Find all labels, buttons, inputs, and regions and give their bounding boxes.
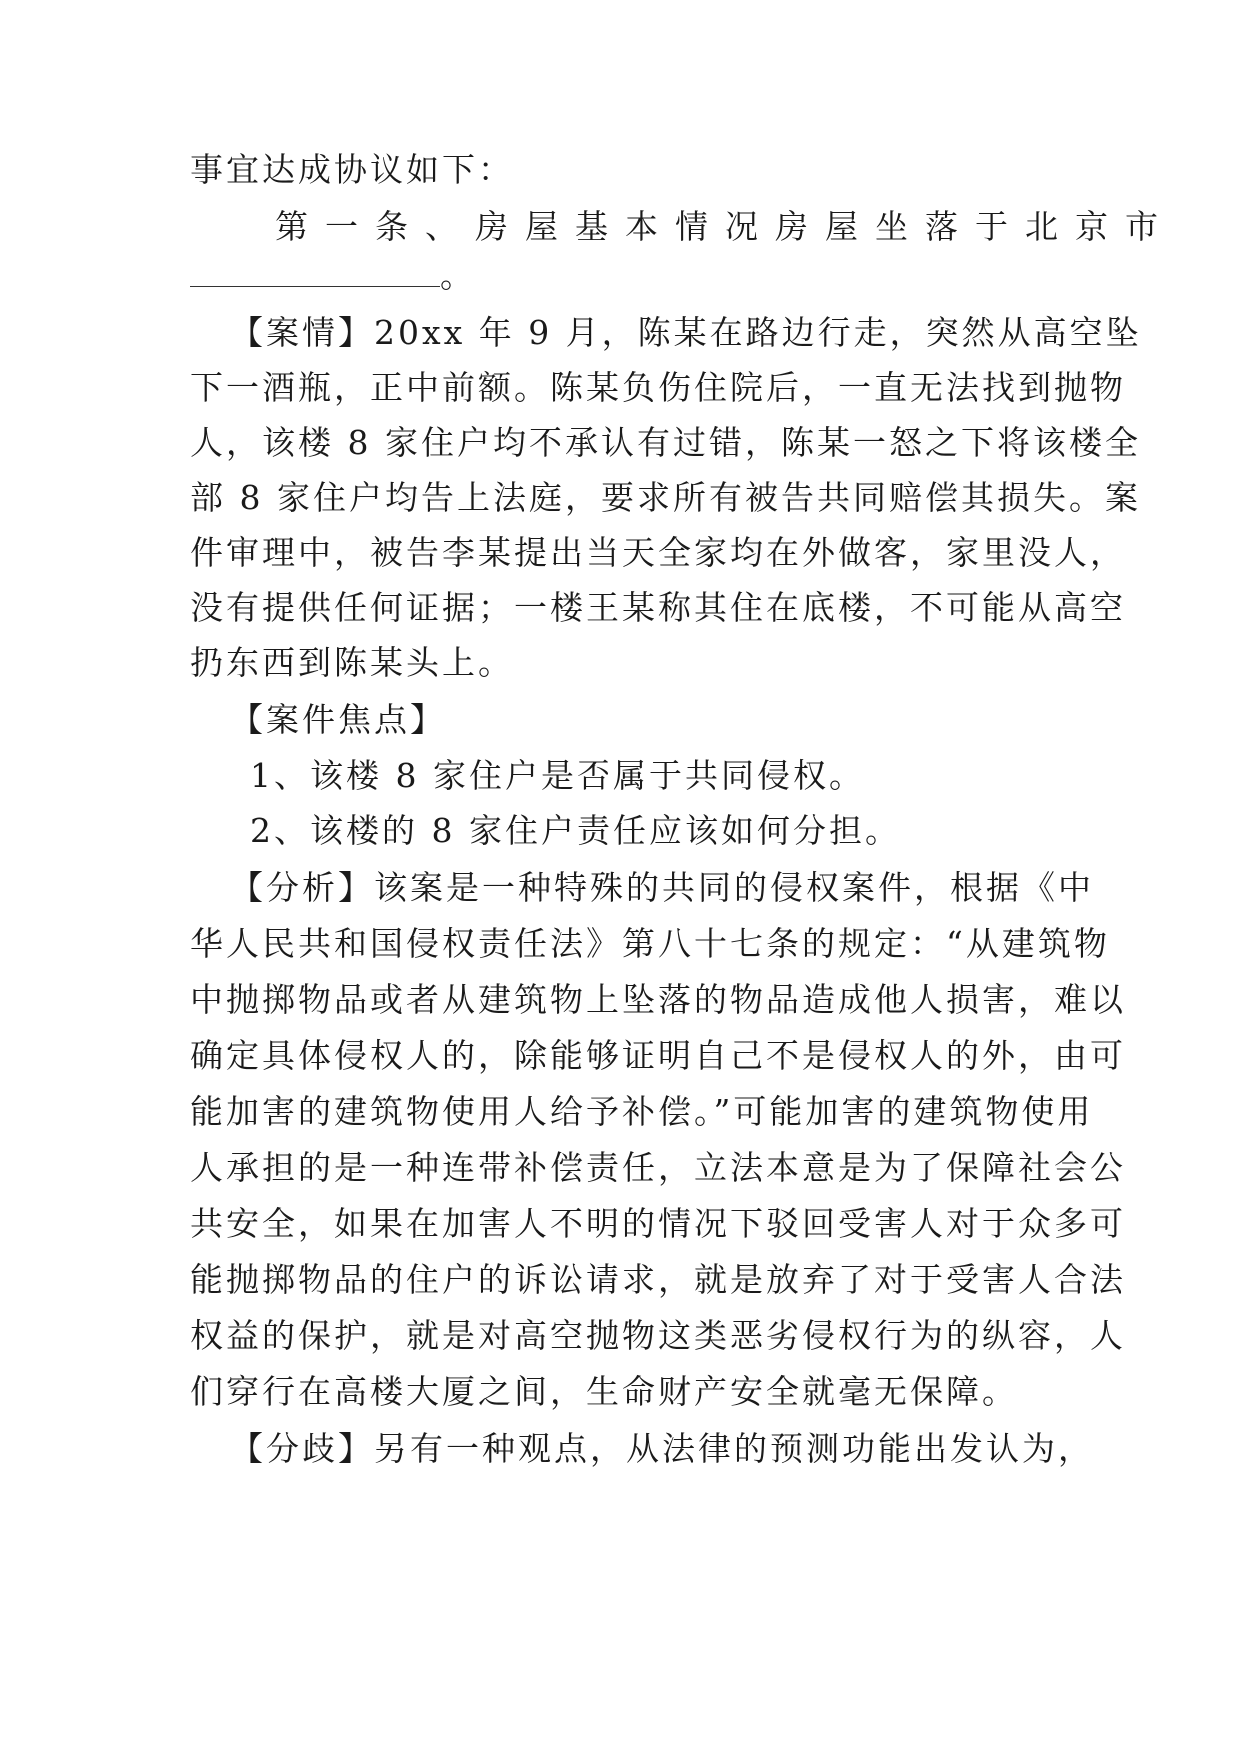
text-line: 能加害的建筑物使用人给予补偿。”可能加害的建筑物使用 [190,1092,1094,1131]
text-line: 下一酒瓶，正中前额。陈某负伤住院后，一直无法找到抛物 [190,368,1126,407]
text-line: 人承担的是一种连带补偿责任，立法本意是为了保障社会公 [190,1148,1126,1187]
text-line: 部 8 家住户均告上法庭，要求所有被告共同赔偿其损失。案 [190,478,1141,517]
text-line: 【案情】20xx 年 9 月，陈某在路边行走，突然从高空坠 [230,313,1142,352]
text-line: 第一条、房屋基本情况房屋坐落于北京市 [275,207,1175,246]
list-item: 2、该楼的 8 家住户责任应该如何分担。 [250,811,901,850]
text-line: 能抛掷物品的住户的诉讼请求，就是放弃了对于受害人合法 [190,1260,1126,1299]
text-line: 事宜达成协议如下： [190,150,514,189]
text-line-blank [190,256,1060,296]
text-fragment: 。 [440,256,476,295]
text-line: 人，该楼 8 家住户均不承认有过错，陈某一怒之下将该楼全 [190,423,1141,462]
text-line: 华人民共和国侵权责任法》第八十七条的规定：“从建筑物 [190,924,1110,963]
text-line: 确定具体侵权人的，除能够证明自己不是侵权人的外，由可 [190,1036,1126,1075]
text-line: 们穿行在高楼大厦之间，生命财产安全就毫无保障。 [190,1372,1018,1411]
fill-in-blank [190,258,440,287]
list-item: 1、该楼 8 家住户是否属于共同侵权。 [250,756,865,795]
text-line: 【分析】该案是一种特殊的共同的侵权案件，根据《中 [230,868,1094,907]
section-heading: 【案件焦点】 [230,700,446,739]
text-line: 【分歧】另有一种观点，从法律的预测功能出发认为， [230,1429,1094,1468]
text-line: 中抛掷物品或者从建筑物上坠落的物品造成他人损害，难以 [190,980,1126,1019]
text-line: 没有提供任何证据；一楼王某称其住在底楼，不可能从高空 [190,588,1126,627]
text-line: 权益的保护，就是对高空抛物这类恶劣侵权行为的纵容，人 [190,1316,1126,1355]
text-line: 共安全，如果在加害人不明的情况下驳回受害人对于众多可 [190,1204,1126,1243]
text-line: 件审理中，被告李某提出当天全家均在外做客，家里没人， [190,533,1126,572]
text-line: 扔东西到陈某头上。 [190,643,514,682]
